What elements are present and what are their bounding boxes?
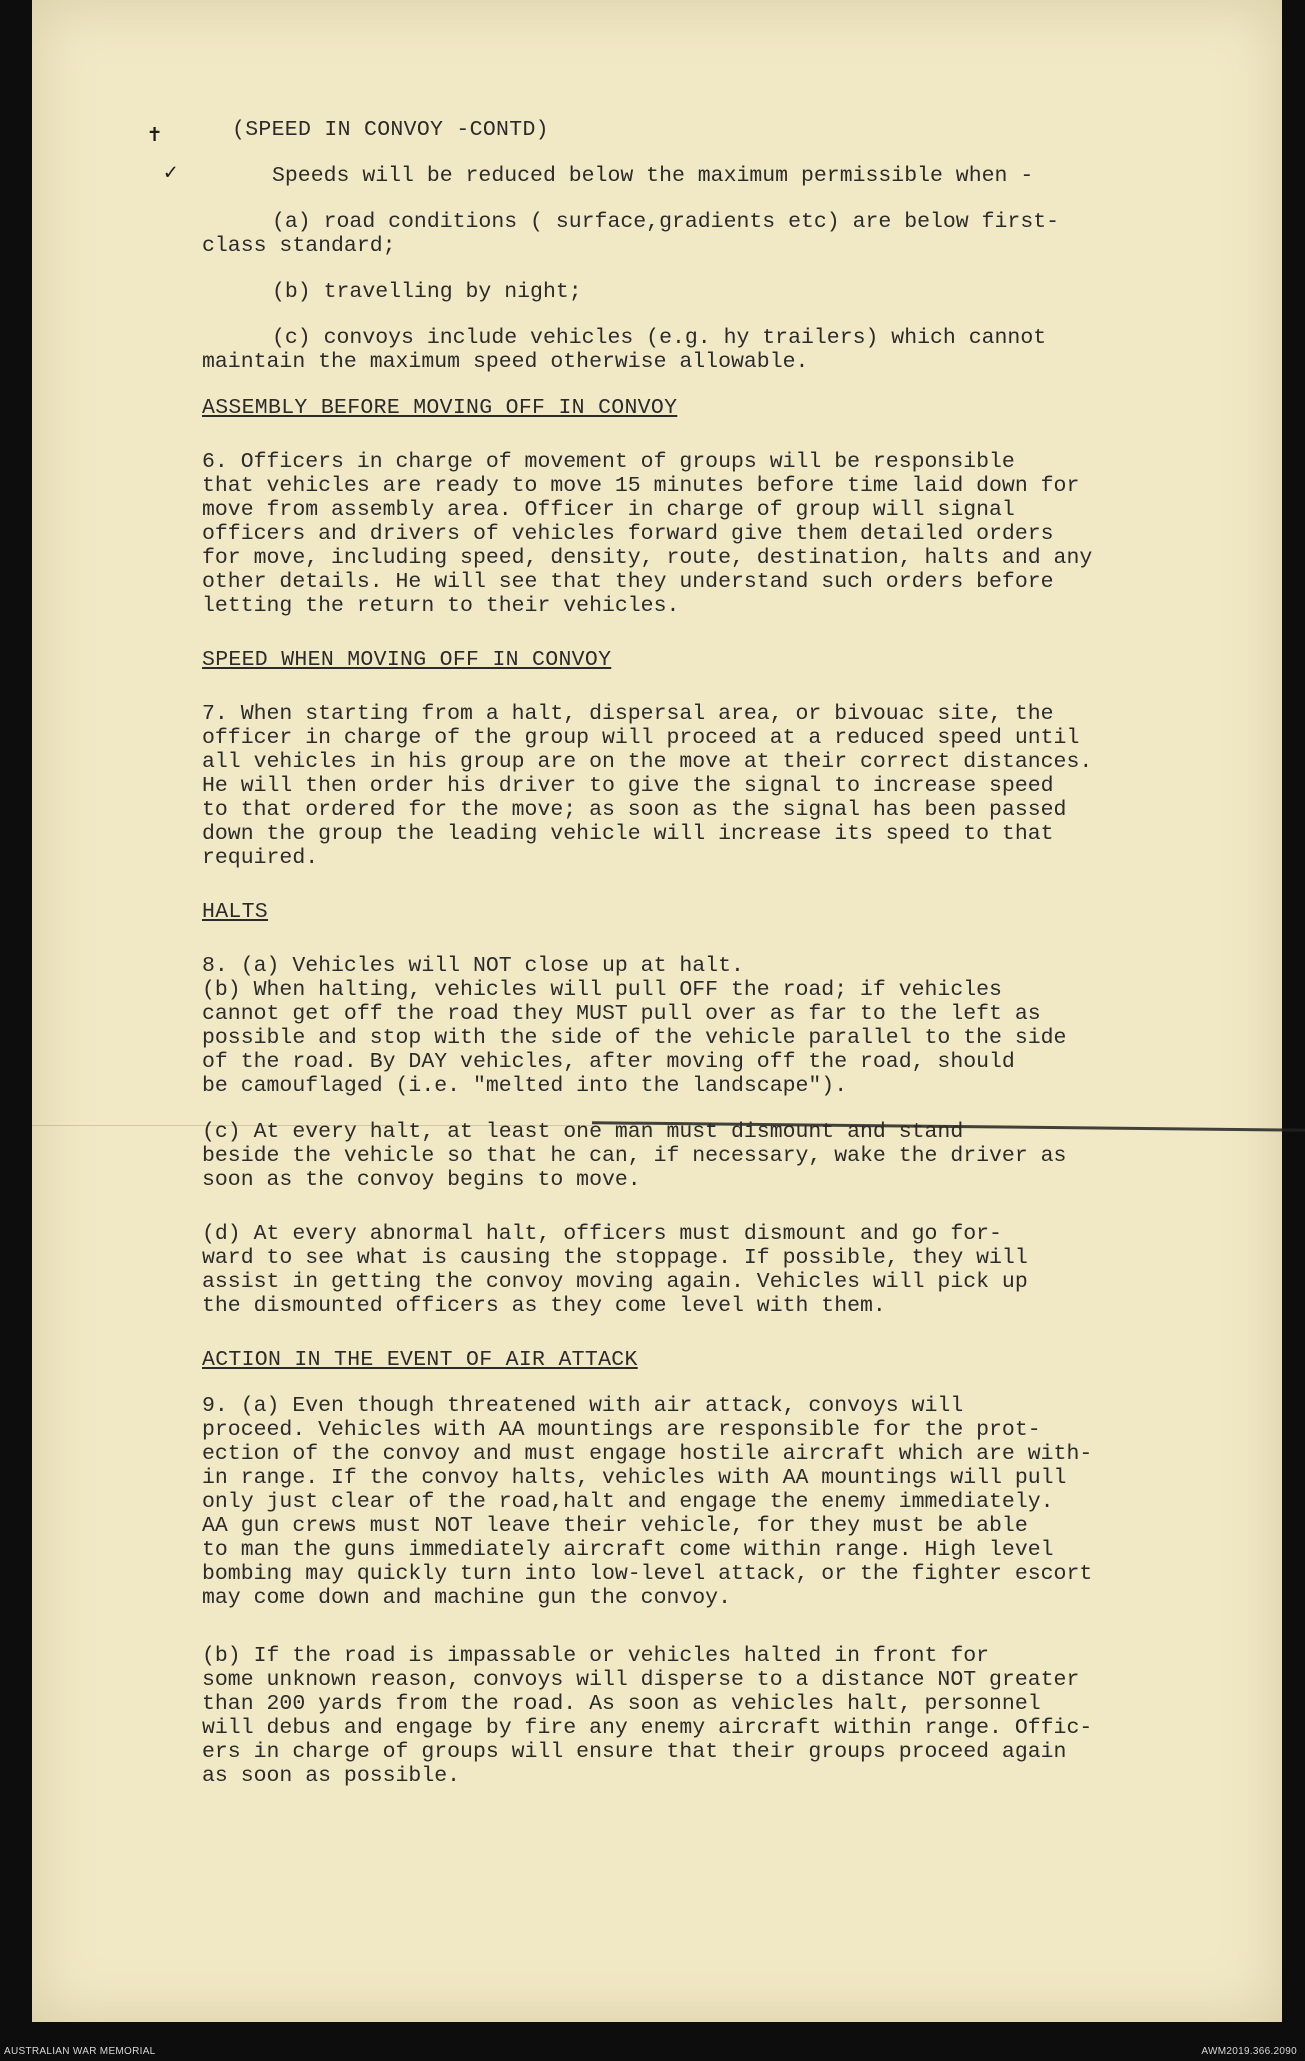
footer-accession-number: AWM2019.366.2090: [1201, 2046, 1297, 2057]
paragraph-8ab: 8. (a) Vehicles will NOT close up at halt. (b) When halting, vehicles will pull OFF the road; if vehicles cannot get off the road they MUST pull over as far to the left as possible and stop with the side of the vehicle parallel to the side of the road. By DAY vehicles, after moving off the road, should be camouflaged (i.e. "melted into the landscape").: [202, 954, 1067, 1098]
section-heading-air-attack: ACTION IN THE EVENT OF AIR ATTACK: [202, 1348, 638, 1372]
section-heading-assembly: ASSEMBLY BEFORE MOVING OFF IN CONVOY: [202, 396, 678, 420]
clause-a: (a) road conditions ( surface,gradients etc) are below first- class standard;: [202, 210, 1060, 258]
section-heading-speed: SPEED WHEN MOVING OFF IN CONVOY: [202, 648, 612, 672]
paragraph-7: 7. When starting from a halt, dispersal area, or bivouac site, the officer in charge of the group will proceed at a reduced speed until all vehicles in his group are on the move at their correct distances. He will then order his driver to give the signal to increase speed to that ordered for the move; as soon as the signal has been passed down the group the leading vehicle will increase its speed to that required.: [202, 702, 1093, 870]
paragraph-9b: (b) If the road is impassable or vehicles halted in front for some unknown reason, convoys will disperse to a distance NOT greater than 200 yards from the road. As soon as vehicles halt, personnel will debus and engage by fire any enemy aircraft within range. Offic- ers in charge of groups will ensure that their groups proceed again as soon as possible.: [202, 1644, 1093, 1788]
document-page: [32, 0, 1282, 2022]
page-heading: (SPEED IN CONVOY -CONTD): [232, 118, 549, 142]
clause-c: (c) convoys include vehicles (e.g. hy trailers) which cannot maintain the maximum speed otherwise allowable.: [202, 326, 1047, 374]
paragraph-9a: 9. (a) Even though threatened with air attack, convoys will proceed. Vehicles with AA mountings are responsible for the prot- ection of the convoy and must engage hostile aircraft which are with- in range. If the convoy halts, vehicles with AA mountings will pull only just clear of the road,halt and engage the enemy immediately. AA gun crews must NOT leave their vehicle, for they must be able to man the guns immediately aircraft come within range. High level bombing may quickly turn into low-level attack, or the fighter escort may come down and machine gun the convoy.: [202, 1394, 1093, 1610]
margin-check-mark: ✓: [164, 161, 178, 186]
paragraph-8c: (c) At every halt, at least one man must dismount and stand beside the vehicle so that he can, if necessary, wake the driver as soon as the convoy begins to move.: [202, 1120, 1067, 1192]
footer-credit: AUSTRALIAN WAR MEMORIAL: [4, 2046, 156, 2057]
margin-tick-mark: ✝: [148, 123, 162, 148]
intro-text: Speeds will be reduced below the maximum permissible when -: [272, 164, 1034, 188]
clause-b: (b) travelling by night;: [272, 280, 582, 304]
section-heading-halts: HALTS: [202, 900, 269, 924]
paragraph-8d: (d) At every abnormal halt, officers must dismount and go for- ward to see what is causing the stoppage. If possible, they will assist in getting the convoy moving again. Vehicles will pick up the dismounted officers as they come level with them.: [202, 1222, 1028, 1318]
paragraph-6: 6. Officers in charge of movement of groups will be responsible that vehicles are ready to move 15 minutes before time laid down for move from assembly area. Officer in charge of group will signal officers and drivers of vehicles forward give them detailed orders for move, including speed, density, route, destination, halts and any other details. He will see that they understand such orders before letting the return to their vehicles.: [202, 450, 1093, 618]
document-body: [202, 118, 1227, 1788]
